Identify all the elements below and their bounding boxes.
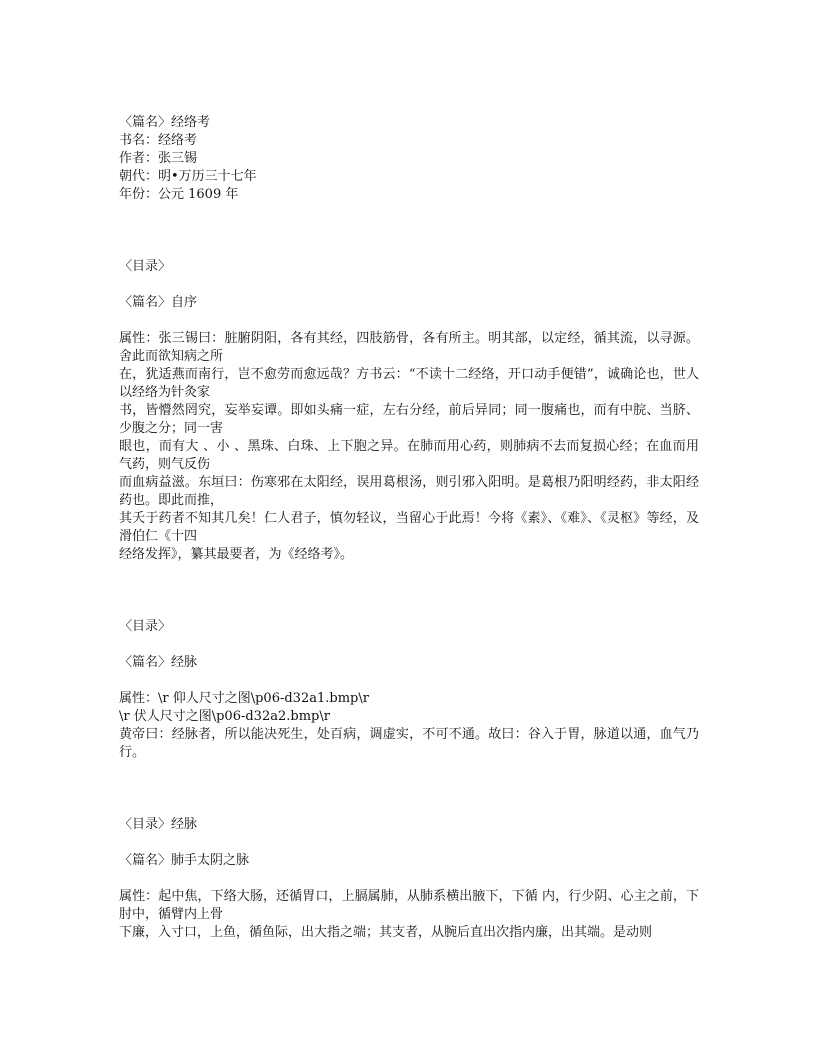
preface-title: 〈篇名〉自序 (119, 295, 198, 310)
spacer (119, 564, 699, 618)
year-line: 年份：公元 1609 年 (119, 187, 239, 202)
meridian-line: \r 伏人尺寸之图\p06-d32a2.bmp\r (119, 709, 330, 724)
spacer (119, 276, 699, 294)
spacer (119, 762, 699, 816)
meridian-line: 属性：\r 仰人尺寸之图\p06-d32a1.bmp\r (119, 691, 369, 706)
preface-line: 眼也，而有大 、小 、黑珠、白珠、上下胞之异。在肺而用心药，则肺病不去而复损心经；在血而用气药，则气反伤 (119, 439, 699, 472)
preface-line: 经络发挥》，纂其最要者，为《经络考》。 (119, 547, 354, 562)
preface-line: 其夭于药者不知其几矣！仁人君子，慎勿轻议，当留心于此焉！今将《素》、《难》、《灵枢》等经，及滑伯仁《十四 (119, 511, 699, 544)
lung-line: 下廉，入寸口，上鱼，循鱼际，出大指之端；其支者，从腕后直出次指内廉，出其端。是动则 (119, 925, 653, 940)
spacer (119, 870, 699, 888)
preface-line: 书，皆懵然罔究，妄举妄谭。即如头痛一症，左右分经，前后异同；同一腹痛也，而有中脘、当脐、少腹之分；同一害 (119, 403, 699, 436)
toc-heading-3: 〈目录〉经脉 (119, 817, 198, 832)
title-line: 〈篇名〉经络考 (119, 115, 211, 130)
lung-meridian-title: 〈篇名〉肺手太阴之脉 (119, 853, 250, 868)
toc-heading-1: 〈目录〉 (119, 259, 172, 274)
spacer (119, 834, 699, 852)
document-page (119, 114, 699, 942)
lung-line: 属性：起中焦，下络大肠，还循胃口，上膈属肺，从肺系横出腋下，下循 内，行少阴、心主之前，下肘中，循臂内上骨 (119, 889, 699, 922)
spacer (119, 636, 699, 654)
dynasty-line: 朝代：明•万历三十七年 (119, 169, 257, 184)
preface-line: 在，犹适燕而南行，岂不愈劳而愈远哉？方书云：“不读十二经络，开口动手便错”，诚确论也，世人以经络为针灸家 (119, 367, 699, 400)
preface-body (119, 330, 699, 564)
lung-meridian-body (119, 888, 699, 942)
spacer (119, 204, 699, 258)
toc-heading-2: 〈目录〉 (119, 619, 172, 634)
spacer (119, 672, 699, 690)
author-line: 作者：张三锡 (119, 151, 198, 166)
book-line: 书名：经络考 (119, 133, 198, 148)
meridian-line: 黄帝曰：经脉者，所以能决死生，处百病，调虚实，不可不通。故曰：谷入于胃，脉道以通，血气乃行。 (119, 727, 699, 760)
preface-line: 属性：张三锡曰：脏腑阴阳，各有其经，四肢筋骨，各有所主。明其部，以定经，循其流，以寻源。舍此而欲知病之所 (119, 331, 699, 364)
meridian-body (119, 690, 699, 762)
spacer (119, 312, 699, 330)
meridian-title: 〈篇名〉经脉 (119, 655, 198, 670)
preface-line: 而血病益滋。东垣曰：伤寒邪在太阳经，误用葛根汤，则引邪入阳明。是葛根乃阳明经药，非太阳经药也。即此而推， (119, 475, 699, 508)
